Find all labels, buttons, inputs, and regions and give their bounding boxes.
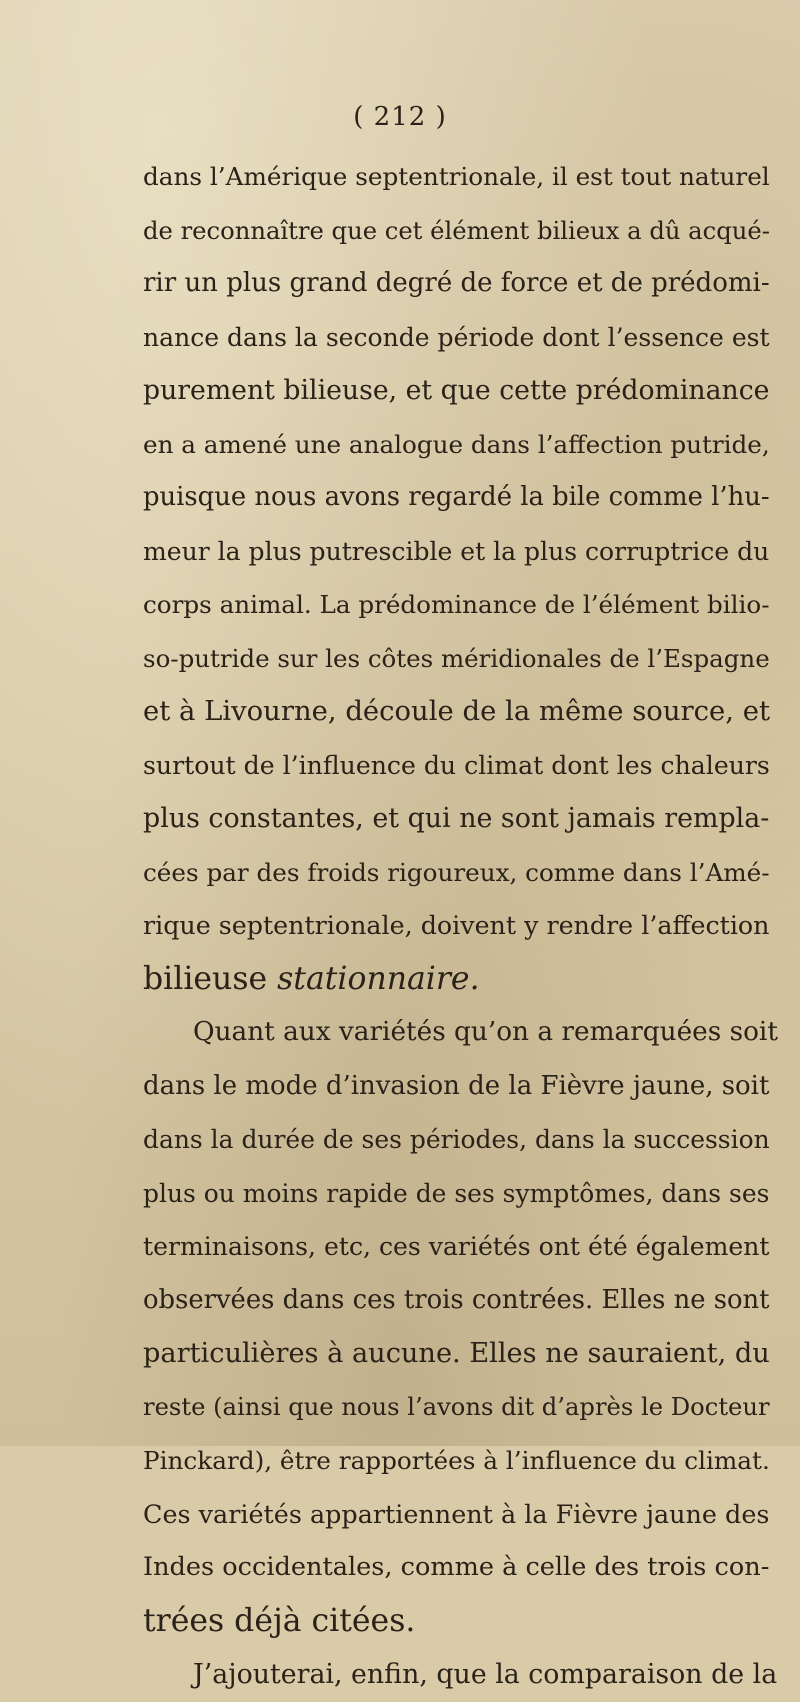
text-line: et à Livourne, découle de la même source, et: [143, 696, 770, 727]
text-line: Quant aux variétés qu’on a remarquées soit: [193, 1017, 778, 1047]
text-line: observées dans ces trois contrées. Elles ne sont: [143, 1284, 770, 1315]
text-line: rique septentrionale, doivent y rendre l’affection: [143, 910, 770, 940]
text-line: surtout de l’influence du climat dont les chaleurs: [143, 750, 770, 780]
text-line: rir un plus grand degré de force et de prédomi-: [143, 268, 770, 298]
text-line: reste (ainsi que nous l’avons dit d’après le Docteur: [143, 1392, 770, 1421]
text-line: Pinckard), être rapportées à l’influence du climat.: [143, 1446, 770, 1475]
text-line: dans la durée de ses périodes, dans la succession: [143, 1125, 770, 1154]
text-line: J’ajouterai, enfin, que la comparaison de la: [193, 1659, 778, 1690]
text-line: puisque nous avons regardé la bile comme l’hu-: [143, 482, 770, 512]
text-line: plus constantes, et qui ne sont jamais rempla-: [143, 803, 770, 834]
text-line: de reconnaître que cet élément bilieux a dû acqué-: [143, 215, 770, 245]
page-number: ( 212 ): [353, 102, 447, 132]
text-line: purement bilieuse, et que cette prédominance: [143, 375, 770, 406]
text-line: so-putride sur les côtes méridionales de l’Espagne: [143, 643, 770, 673]
text-line: meur la plus putrescible et la plus corruptrice du: [143, 536, 770, 566]
body-text: [143, 150, 778, 1702]
text-line: dans l’Amérique septentrionale, il est tout naturel: [143, 162, 770, 191]
text-line: en a amené une analogue dans l’affection putride,: [143, 429, 770, 459]
text-line: plus ou moins rapide de ses symptômes, dans ses: [143, 1178, 770, 1208]
text-line: particulières à aucune. Elles ne sauraient, du: [143, 1338, 770, 1369]
italic-word: stationnaire.: [277, 960, 480, 997]
text-line: trées déjà citées.: [143, 1602, 416, 1639]
text-line: corps animal. La prédominance de l’élément bilio-: [143, 590, 770, 619]
text-line: Ces variétés appartiennent à la Fièvre jaune des: [143, 1498, 770, 1529]
text-line: terminaisons, etc, ces variétés ont été également: [143, 1232, 770, 1261]
text-line: nance dans la seconde période dont l’essence est: [143, 322, 770, 352]
text-line: cées par des froids rigoureux, comme dans l’Amé-: [143, 857, 770, 887]
text-line: dans le mode d’invasion de la Fièvre jaune, soit: [143, 1070, 770, 1101]
text-line: bilieuse stationnaire.: [143, 960, 480, 997]
text-line: Indes occidentales, comme à celle des trois con-: [143, 1552, 770, 1582]
